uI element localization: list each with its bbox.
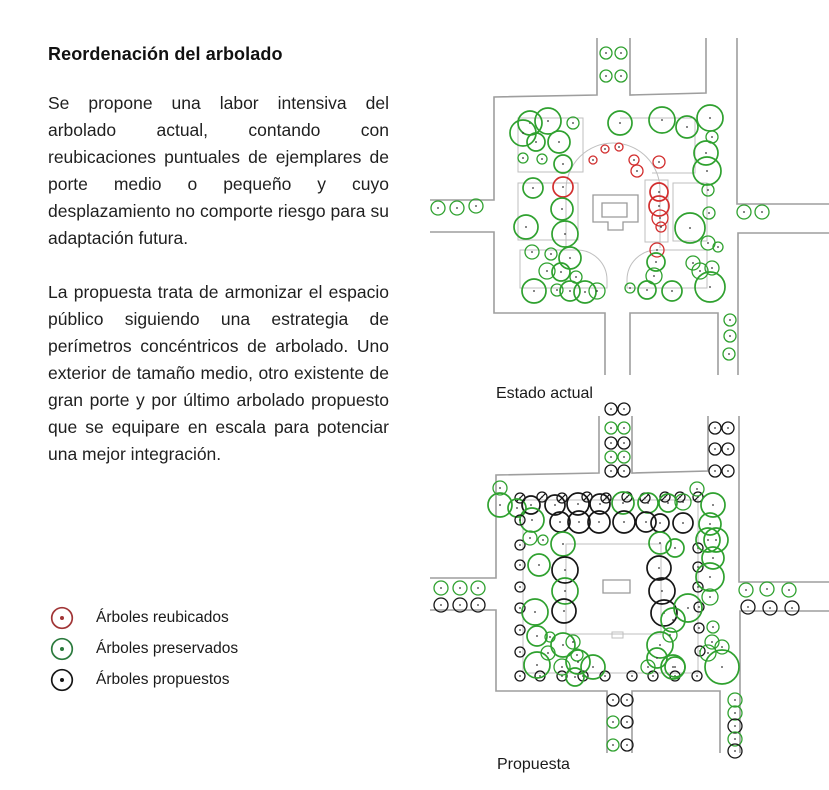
tree-preserved (528, 554, 550, 576)
text-column (48, 42, 389, 495)
estado-actual-label: Estado actual (496, 385, 593, 402)
legend-row-reubicados (50, 602, 238, 633)
tree-preserved (434, 581, 448, 595)
tree-preserved (535, 108, 561, 134)
tree-preserved (522, 279, 546, 303)
tree-preserved (450, 201, 464, 215)
proposed-tree-icon (50, 668, 74, 692)
tree-proposed (722, 422, 734, 434)
tree-relocated (631, 165, 643, 177)
tree-proposed (607, 694, 619, 706)
tree-proposed (605, 437, 617, 449)
tree-preserved (696, 563, 724, 591)
tree-preserved (618, 422, 630, 434)
tree-proposed (722, 443, 734, 455)
tree-relocated (629, 155, 639, 165)
tree-preserved (659, 494, 677, 512)
tree-preserved (724, 330, 736, 342)
legend-label: Árboles reubicados (96, 608, 229, 626)
tree-proposed (618, 403, 630, 415)
tree-preserved (760, 582, 774, 596)
tree-preserved (615, 70, 627, 82)
tree-preserved (523, 178, 543, 198)
tree-proposed (673, 513, 693, 533)
tree-preserved (551, 198, 573, 220)
tree-preserved (589, 283, 605, 299)
tree-proposed (709, 422, 721, 434)
tree-preserved (608, 111, 632, 135)
tree-relocated (653, 156, 665, 168)
tree-proposed (647, 556, 671, 580)
tree-preserved (703, 207, 715, 219)
tree-proposed (552, 557, 578, 583)
tree-preserved (525, 245, 539, 259)
plaza-outline (612, 632, 623, 638)
tree-preserved (782, 583, 796, 597)
tree-relocated (656, 222, 666, 232)
tree-preserved (605, 451, 617, 463)
legend-label: Árboles propuestos (96, 670, 230, 688)
tree-preserved (431, 201, 445, 215)
plaza-outline (566, 544, 661, 634)
tree-proposed (515, 671, 525, 681)
tree-proposed (605, 465, 617, 477)
tree-preserved (693, 157, 721, 185)
tree-preserved (666, 539, 684, 557)
tree-proposed (709, 443, 721, 455)
tree-preserved (566, 650, 590, 674)
building-outline (593, 195, 638, 230)
tree-preserved (471, 581, 485, 595)
tree-preserved (695, 272, 725, 302)
tree-legend (50, 602, 238, 695)
tree-preserved (697, 105, 723, 131)
street-line (430, 610, 607, 753)
tree-proposed (709, 465, 721, 477)
tree-preserved (607, 739, 619, 751)
street-line (739, 416, 829, 582)
proposal-paragraph: La propuesta trata de armonizar el espacio público siguiendo una estrategia de perímetros concéntricos de arbolado. Uno exterior de tamaño medio, otro existente de gran porte y por último arbolado propuesto que se equipare en escala para potenciar una mejor integración. (48, 282, 389, 464)
tree-preserved (520, 508, 544, 532)
plaza-outline (523, 500, 698, 673)
street-line (632, 416, 708, 473)
tree-preserved (723, 348, 735, 360)
tree-preserved (552, 578, 578, 604)
tree-preserved (675, 213, 705, 243)
street-line (738, 233, 829, 375)
tree-proposed (722, 465, 734, 477)
propuesta-label: Propuesta (497, 756, 570, 773)
street-line (430, 232, 605, 375)
tree-proposed (605, 403, 617, 415)
tree-preserved (649, 107, 675, 133)
tree-preserved (523, 531, 537, 545)
tree-proposed (651, 514, 669, 532)
tree-preserved (524, 652, 550, 678)
tree-preserved (600, 47, 612, 59)
tree-preserved (755, 205, 769, 219)
tree-proposed (552, 599, 576, 623)
intro-paragraph: Se propone una labor intensiva del arbolado actual, contando con reubicaciones puntuales de ejemplares de porte medio o pequeño y cuyo desplazamiento no comporte riesgo para su adaptación futura. (48, 93, 389, 248)
tree-relocated (601, 145, 609, 153)
tree-preserved (518, 153, 528, 163)
tree-relocated (615, 143, 623, 151)
street-line (740, 611, 829, 753)
tree-preserved (600, 70, 612, 82)
tree-preserved (638, 493, 658, 513)
diagram-propuesta (430, 403, 829, 758)
street-line (737, 38, 829, 204)
building-outline (602, 203, 627, 217)
page-title: Reordenación del arbolado (48, 44, 283, 64)
tree-preserved (581, 655, 605, 679)
tree-preserved (538, 535, 548, 545)
tree-proposed (785, 601, 799, 615)
tree-preserved (724, 314, 736, 326)
tree-preserved (618, 451, 630, 463)
tree-proposed (618, 437, 630, 449)
tree-preserved (537, 154, 547, 164)
tree-preserved (469, 199, 483, 213)
tree-preserved (737, 205, 751, 219)
street-line (630, 38, 706, 95)
tree-proposed (550, 512, 570, 532)
tree-proposed (741, 600, 755, 614)
tree-preserved (522, 599, 548, 625)
tree-proposed (618, 465, 630, 477)
tree-preserved (552, 221, 578, 247)
tree-preserved (605, 422, 617, 434)
tree-preserved (615, 47, 627, 59)
diagram-estado-actual (430, 38, 829, 375)
legend-label: Árboles preservados (96, 639, 239, 657)
plaza-outline (518, 183, 578, 240)
legend-row-preservados (50, 633, 238, 664)
tree-relocated (553, 177, 573, 197)
tree-preserved (554, 155, 572, 173)
tree-proposed (694, 623, 704, 633)
tree-preserved (707, 621, 719, 633)
tree-preserved (567, 117, 579, 129)
street-line (630, 313, 718, 375)
tree-preserved (607, 716, 619, 728)
tree-proposed (763, 601, 777, 615)
tree-preserved (527, 626, 547, 646)
tree-preserved (739, 583, 753, 597)
tree-preserved (662, 281, 682, 301)
building-outline (603, 580, 630, 593)
relocated-tree-icon (50, 606, 74, 630)
legend-row-propuestos (50, 664, 238, 695)
tree-preserved (638, 281, 656, 299)
plaza-outline (520, 250, 607, 288)
tree-preserved (690, 482, 704, 496)
tree-relocated (589, 156, 597, 164)
street-line (632, 691, 720, 753)
preserved-tree-icon (50, 637, 74, 661)
street-line (430, 38, 597, 200)
tree-preserved (705, 650, 739, 684)
tree-preserved (548, 131, 570, 153)
tree-preserved (453, 581, 467, 595)
tree-preserved (647, 632, 673, 658)
